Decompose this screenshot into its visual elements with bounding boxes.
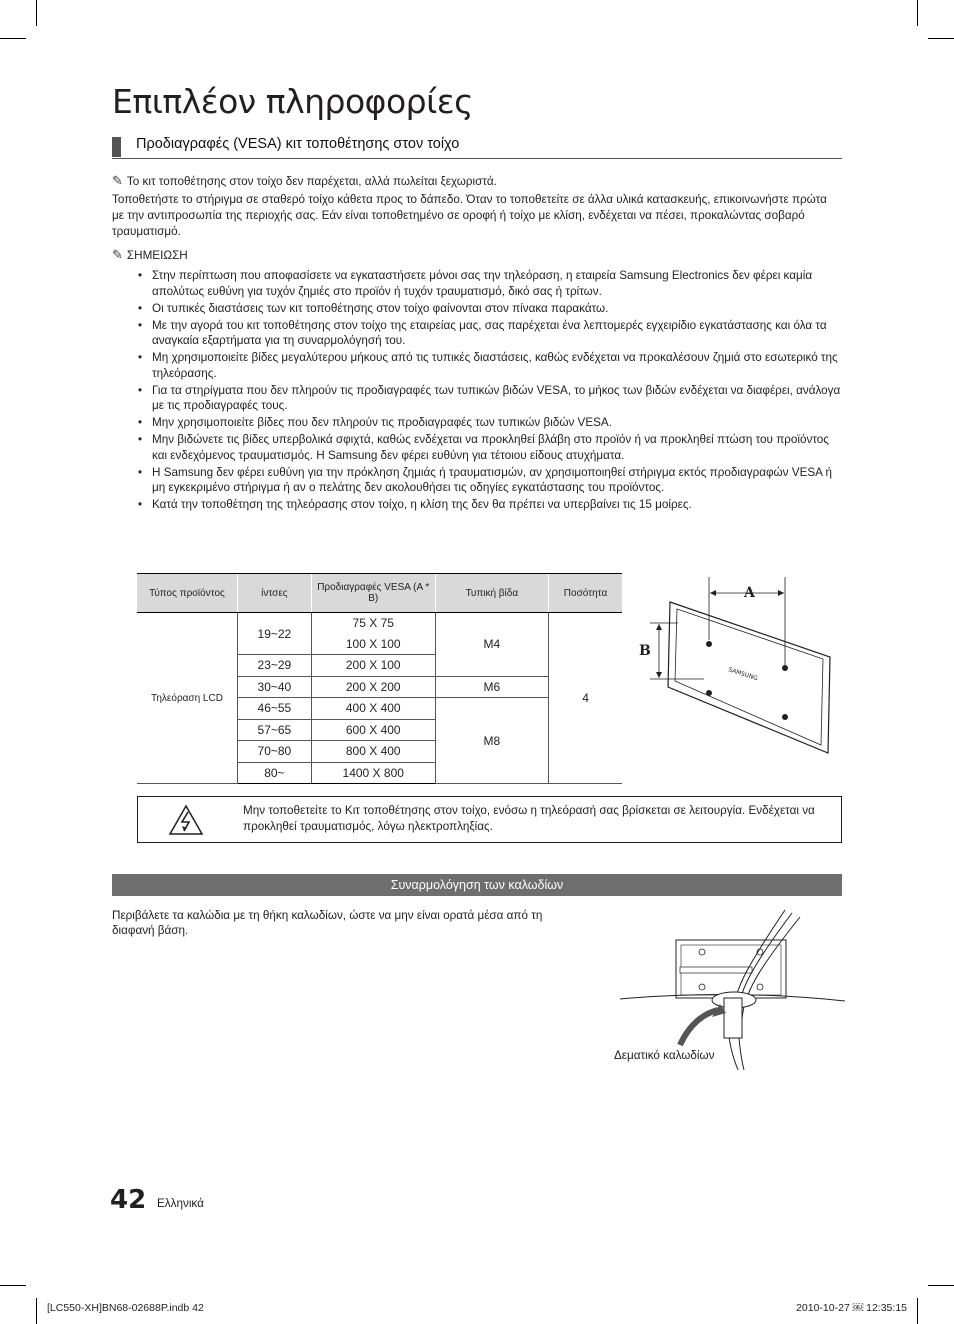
intro-paragraph: Τοποθετήστε το στήριγμα σε σταθερό τοίχο κάθετα προς το δάπεδο. Όταν το τοποθετείτε σε άλλα υλικά κατασκευής, επικοινωνήστε πρώτα με την αντιπροσωπία της περιοχής σας. Εάν είναι τοποθετημένο σε οροφή ή τοίχο με κλίση, ενδέχεται να πέσει, προκαλώντας σοβαρό τραυματισμό. <box>112 193 827 238</box>
list-item: • Μην χρησιμοποιείτε βίδες που δεν πληρούν τις προδιαγραφές των τυπικών βιδών VESA. <box>136 415 842 431</box>
screw-cell: M4 <box>435 613 548 677</box>
vesa-cell: 800 X 400 <box>311 741 435 763</box>
table-header: Προδιαγραφές VESA (A * B) <box>311 574 435 613</box>
screw-cell: M6 <box>435 676 548 698</box>
note-heading-text: ΣΗΜΕΙΩΣΗ <box>126 249 188 262</box>
list-item: • Κατά την τοποθέτηση της τηλεόρασης στον τοίχο, η κλίση της δεν θα πρέπει να υπερβαίνει τις 15 μοίρες. <box>136 497 842 513</box>
product-type-cell: Τηλεόραση LCD <box>137 613 237 784</box>
pencil-note-icon: ✎ <box>112 173 123 188</box>
warning-text: Μην τοποθετείτε το Κιτ τοποθέτησης στον τοίχο, ενόσω η τηλεόρασή σας βρίσκεται σε λειτουργία. Ενδέχεται να προκληθεί τραυματισμός, λόγω ηλεκτροπληξίας. <box>243 804 815 833</box>
page-language: Ελληνικά <box>157 1197 204 1210</box>
note-line <box>112 173 842 190</box>
table-header: Τυπική βίδα <box>435 574 548 613</box>
table-header: ίντσες <box>237 574 311 613</box>
vesa-cell: 200 X 100 <box>311 655 435 677</box>
inches-cell: 19~22 <box>237 613 311 655</box>
vesa-cell: 75 X 75 <box>311 613 435 634</box>
inches-cell: 80~ <box>237 762 311 784</box>
cable-section-heading: Συναρμολόγηση των καλωδίων <box>112 874 842 896</box>
pencil-note-icon: ✎ <box>112 247 123 262</box>
screw-cell: M8 <box>435 698 548 784</box>
inches-cell: 70~80 <box>237 741 311 763</box>
note-heading <box>112 247 842 264</box>
heading-bar <box>112 137 121 157</box>
footer-timestamp: 2010-10-27 ￼ 12:35:15 <box>796 1302 907 1314</box>
vesa-cell: 1400 X 800 <box>311 762 435 784</box>
cable-tie-label: Δεματικό καλωδίων <box>614 1049 715 1062</box>
vesa-spec-table <box>137 573 622 784</box>
cable-instructions: Περιβάλετε τα καλώδια με τη θήκη καλωδίων, ώστε να μην είναι ορατά μέσα από τη διαφανή βάση. <box>112 909 543 937</box>
inches-cell: 46~55 <box>237 698 311 720</box>
table-row <box>137 613 622 634</box>
table-header: Ποσότητα <box>549 574 622 613</box>
vesa-cell: 200 X 200 <box>311 676 435 698</box>
page-number: 42 <box>110 1185 147 1215</box>
list-item: • Για τα στηρίγματα που δεν πληρούν τις προδιαγραφές των τυπικών βιδών VESA, το μήκος των βιδών ενδέχεται να διαφέρει, ανάλογα με τις προδιαγραφές τους. <box>136 383 842 414</box>
vesa-cell: 600 X 400 <box>311 719 435 741</box>
list-item: • Μην βιδώνετε τις βίδες υπερβολικά σφιχτά, καθώς ενδέχεται να προκληθεί βλάβη στο προϊόν ή να προκληθεί πτώση του προϊόντος και ενδεχόμενος τραυματισμός. Η Samsung δεν φέρει ευθύνη για τέτοιου είδους ατυχήματα. <box>136 432 842 463</box>
warning-box <box>137 796 842 843</box>
dimension-label-a: A <box>744 585 755 601</box>
page-title: Επιπλέον πληροφορίες <box>112 82 473 121</box>
cable-illustration <box>620 905 845 1070</box>
vesa-cell: 100 X 100 <box>311 634 435 655</box>
list-item: • Με την αγορά του κιτ τοποθέτησης στον τοίχο της εταιρείας μας, σας παρέχεται ένα λεπτομερές εγχειρίδιο εγκατάστασης και όλα τα αναγκαία εξαρτήματα για τη συναρμολόγησή του. <box>136 318 842 349</box>
table-header: Τύπος προϊόντος <box>137 574 237 613</box>
list-item: • Η Samsung δεν φέρει ευθύνη για την πρόκληση ζημιάς ή τραυματισμών, αν χρησιμοποιηθεί στήριγμα εκτός προδιαγραφών VESA ή μη εγκεκριμένο στήριγμα ή αν ο πελάτης δεν ακολουθήσει τις οδηγίες εγκατάστασης του προϊόντος. <box>136 465 842 496</box>
section-heading-text: Προδιαγραφές (VESA) κιτ τοποθέτησης στον τοίχο <box>136 136 460 152</box>
brand-label: SAMSUNG <box>727 666 759 683</box>
dimension-label-b: B <box>639 643 651 659</box>
list-item: • Μη χρησιμοποιείτε βίδες μεγαλύτερου μήκους από τις τυπικές διαστάσεις, καθώς ενδέχεται να προκαλέσουν ζημιά στο εσωτερικό της τηλεόρασης. <box>136 350 842 381</box>
note-line-text: Το κιτ τοποθέτησης στον τοίχο δεν παρέχεται, αλλά πωλείται ξεχωριστά. <box>126 175 497 188</box>
inches-cell: 23~29 <box>237 655 311 677</box>
vesa-cell: 400 X 400 <box>311 698 435 720</box>
list-item: • Στην περίπτωση που αποφασίσετε να εγκαταστήσετε μόνοι σας την τηλεόραση, η εταιρεία Samsung Electronics δεν φέρει καμία απολύτως ευθύνη για τυχόν ζημιές στο προϊόν ή τυχόν τραυματισμό, δικό σας ή τρίτων. <box>136 268 842 299</box>
vesa-diagram <box>630 575 845 760</box>
list-item: • Οι τυπικές διαστάσεις των κιτ τοποθέτησης στον τοίχο φαίνονται στον πίνακα παρακάτω. <box>136 301 842 317</box>
warning-electric-icon <box>138 797 234 842</box>
note-bullets <box>136 268 842 514</box>
footer-file: [LC550-XH]BN68-02688P.indb 42 <box>47 1302 204 1314</box>
inches-cell: 57~65 <box>237 719 311 741</box>
table-header-row <box>137 574 622 613</box>
quantity-cell: 4 <box>549 613 622 784</box>
section-heading <box>112 135 842 159</box>
inches-cell: 30~40 <box>237 676 311 698</box>
